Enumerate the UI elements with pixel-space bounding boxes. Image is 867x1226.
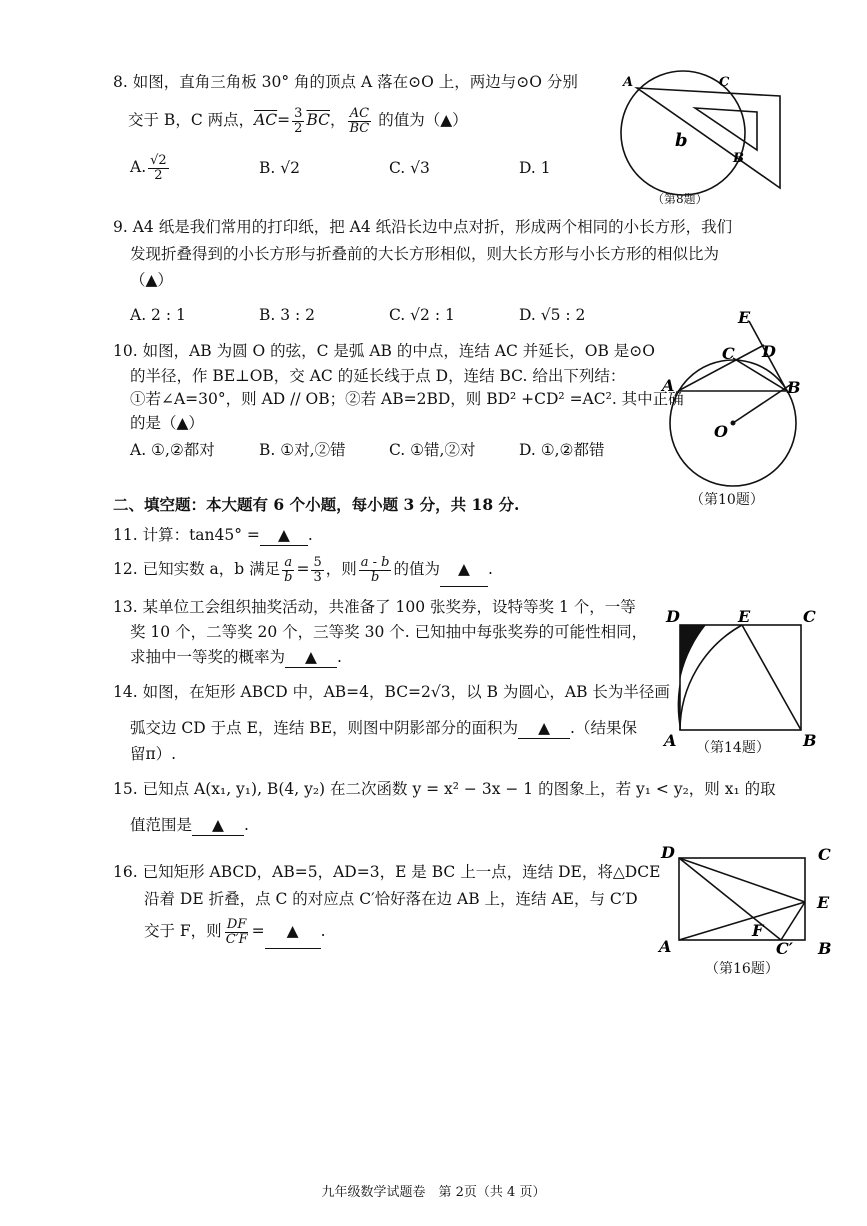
q12-frac-amb-b-num: a - b <box>360 554 390 570</box>
q16-label-d: D <box>661 843 675 862</box>
q8-label-o: b <box>675 130 688 151</box>
q9-option-c: C. √2 : 1 <box>389 306 455 324</box>
q8-option-a <box>130 150 171 184</box>
q8-eq: = <box>277 111 291 129</box>
q16-label-b: B <box>818 939 832 958</box>
q8-label-b: B <box>733 151 744 166</box>
q8-option-d: D. 1 <box>519 159 551 177</box>
q16-figure <box>655 840 835 965</box>
q16-ratio-num: DF <box>226 916 247 932</box>
q8-ratio-den: BC <box>349 120 370 136</box>
q10-line1: 10. 如图，AB 为圆 O 的弦，C 是弧 AB 的中点，连结 AC 并延长，OB 是⊙O <box>113 342 656 360</box>
q10-line2: 的半径，作 BE⊥OB，交 AC 的延长线于点 D，连结 BC. 给出下列结： <box>130 367 626 385</box>
q16-line2: 沿着 DE 折叠，点 C 的对应点 C′恰好落在边 AB 上，连结 AE，与 C′D <box>144 890 638 908</box>
q14-caption: （第14题） <box>696 740 770 756</box>
q8-line2-prefix: 交于 B，C 两点， <box>128 111 255 129</box>
q12-frac-5-3-den: 3 <box>313 569 322 585</box>
q8-line2-suffix: 的值为（▲） <box>373 111 468 129</box>
q14-label-d: D <box>666 607 680 626</box>
q16-label-e: E <box>817 893 830 912</box>
q15-end: . <box>244 816 249 834</box>
q8-option-c: C. √3 <box>389 159 430 177</box>
q16-label-cp: C′ <box>776 939 793 958</box>
q16-caption: （第16题） <box>705 961 779 977</box>
q10-figure <box>660 305 810 495</box>
q9-line2: 发现折叠得到的小长方形与折叠前的大长方形相似，则大长方形与小长方形的相似比为 <box>130 245 720 263</box>
section-2-heading: 二、填空题：本大题有 6 个小题，每小题 3 分，共 18 分. <box>113 495 520 514</box>
q14-line3: 留π）. <box>130 745 177 763</box>
q12-frac-a-b-num: a <box>284 554 293 570</box>
q16-ratio-frac <box>224 918 250 947</box>
q14-line-be <box>742 625 801 730</box>
q16-line-dcp <box>679 858 781 940</box>
q16-label-a: A <box>659 937 672 956</box>
q12-frac-a-b <box>282 556 294 585</box>
q10-option-d: D. ①,②都错 <box>519 441 605 459</box>
q10-label-o: O <box>714 422 728 441</box>
q8-line2 <box>128 103 468 137</box>
q15-answer-blank: ▲ <box>192 815 244 836</box>
q10-center-dot <box>731 421 736 426</box>
q14-line2-text: 弧交边 CD 于点 E，连结 BE，则图中阴影部分的面积为 <box>130 719 519 737</box>
q11 <box>113 525 313 546</box>
q14-label-c: C <box>803 607 816 626</box>
q11-answer-blank: ▲ <box>260 525 308 546</box>
q14-figure <box>660 600 830 750</box>
q8-triangle-inner <box>695 108 757 150</box>
q10-option-c: C. ①错,②对 <box>389 441 476 459</box>
q10-label-a: A <box>662 376 675 395</box>
q10-line3: ①若∠A=30°，则 AD // OB；②若 AB=2BD，则 BD² +CD² =AC². 其中正确 <box>130 390 684 408</box>
q12-end: . <box>487 560 493 578</box>
q9-option-b: B. 3 : 2 <box>259 306 316 324</box>
q12-frac-amb-b <box>359 556 392 585</box>
q8-option-a-num: √2 <box>150 152 167 168</box>
q10-line4: 的是（▲） <box>130 414 204 432</box>
q12-frac-5-3-num: 5 <box>313 554 322 570</box>
q16-rectangle <box>679 858 805 940</box>
q16-answer-blank: ▲ <box>265 914 321 949</box>
q16-line3 <box>144 914 326 949</box>
q13-line1: 13. 某单位工会组织抽奖活动，共准备了 100 张奖券，设特等奖 1 个，一等 <box>113 598 636 616</box>
q14-rectangle <box>680 625 801 730</box>
q9-option-a: A. 2 : 1 <box>130 306 186 324</box>
q16-ratio-den: C′F <box>225 931 248 947</box>
q9-option-d: D. √5 : 2 <box>519 306 586 324</box>
q11-text: 11. 计算：tan45° = <box>113 526 260 544</box>
q10-option-b: B. ①对,②错 <box>259 441 346 459</box>
q8-option-a-frac <box>148 154 169 183</box>
q16-line-de <box>679 858 805 902</box>
q14-line1: 14. 如图，在矩形 ABCD 中，AB=4，BC=2√3，以 B 为圆心，AB 长为半径画 <box>113 683 670 701</box>
q8-triangle <box>637 88 780 188</box>
q16-label-f: F <box>752 921 764 940</box>
q10-label-b: B <box>787 378 801 397</box>
q8-frac-num: 3 <box>294 105 303 121</box>
q8-arc-bc: $\overline{BC}$ <box>306 111 330 129</box>
q12-frac-amb-b-den: b <box>370 569 380 585</box>
q12-frac-a-b-den: b <box>284 569 293 585</box>
q10-label-c: C <box>722 344 735 363</box>
q12-mid: ，则 <box>325 560 357 578</box>
q14-answer-blank: ▲ <box>518 718 570 739</box>
q10-label-e: E <box>738 308 751 327</box>
q16-line3-text: 交于 F，则 <box>144 922 222 940</box>
q8-label-c: C <box>719 75 730 90</box>
q12-eq: = <box>296 560 310 578</box>
q8-option-a-label: A. <box>130 158 147 176</box>
q14-label-b: B <box>803 731 817 750</box>
q8-option-b: B. √2 <box>259 159 300 177</box>
q15-line2-text: 值范围是 <box>130 816 193 834</box>
q8-ratio-frac <box>348 107 372 136</box>
q10-label-d: D <box>762 342 776 361</box>
q8-frac-den: 2 <box>294 120 303 136</box>
q10-line-ad <box>678 345 764 391</box>
q13-end: . <box>337 648 342 666</box>
q13-line3-text: 求抽中一等奖的概率为 <box>130 648 286 666</box>
q14-label-e: E <box>738 607 751 626</box>
q8-ratio-num: AC <box>349 105 370 121</box>
q14-line2 <box>130 718 637 739</box>
q14-line2-suffix: .（结果保 <box>570 719 637 737</box>
q13-line3 <box>130 647 342 668</box>
q14-label-a: A <box>664 731 677 750</box>
q9-line1: 9. A4 纸是我们常用的打印纸，把 A4 纸沿长边中点对折，形成两个相同的小长方形，我们 <box>113 218 733 236</box>
q16-label-c: C <box>818 845 831 864</box>
q8-figure <box>615 68 790 208</box>
q12-frac-5-3 <box>311 556 323 585</box>
q10-option-a: A. ①,②都对 <box>130 441 215 459</box>
q12 <box>113 552 493 587</box>
q16-line1: 16. 已知矩形 ABCD，AB=5，AD=3，E 是 BC 上一点，连结 DE，将△DCE <box>113 863 661 881</box>
q8-line1: 8. 如图，直角三角板 30° 角的顶点 A 落在⊙O 上，两边与⊙O 分别 <box>113 73 578 91</box>
q12-answer-blank: ▲ <box>440 552 488 587</box>
q8-arc-ac: $\overline{AC}$ <box>254 111 278 129</box>
q8-comma: ， <box>330 111 346 129</box>
q13-answer-blank: ▲ <box>285 647 337 668</box>
q13-line2: 奖 10 个，二等奖 20 个，三等奖 30 个. 已知抽中每张奖券的可能性相同， <box>130 623 648 641</box>
q12-post: 的值为 <box>393 560 440 578</box>
q15-line2 <box>130 815 249 836</box>
q9-line3: （▲） <box>130 271 173 289</box>
page-footer: 九年级数学试题卷 第 2页（共 4 页） <box>321 1185 546 1200</box>
q16-eq: = <box>251 922 265 940</box>
q8-caption: （第8题） <box>652 192 708 206</box>
q12-prefix: 12. 已知实数 a，b 满足 <box>113 560 281 578</box>
q11-end: . <box>307 526 313 544</box>
q15-line1: 15. 已知点 A(x₁, y₁), B(4, y₂) 在二次函数 y = x² − 3x − 1 的图象上，若 y₁ < y₂，则 x₁ 的取 <box>113 780 776 798</box>
q16-end: . <box>320 922 326 940</box>
q8-frac-3-2 <box>292 107 304 136</box>
q10-caption: （第10题） <box>690 492 764 508</box>
q8-label-a: A <box>623 75 634 90</box>
q8-option-a-den: 2 <box>154 167 163 183</box>
